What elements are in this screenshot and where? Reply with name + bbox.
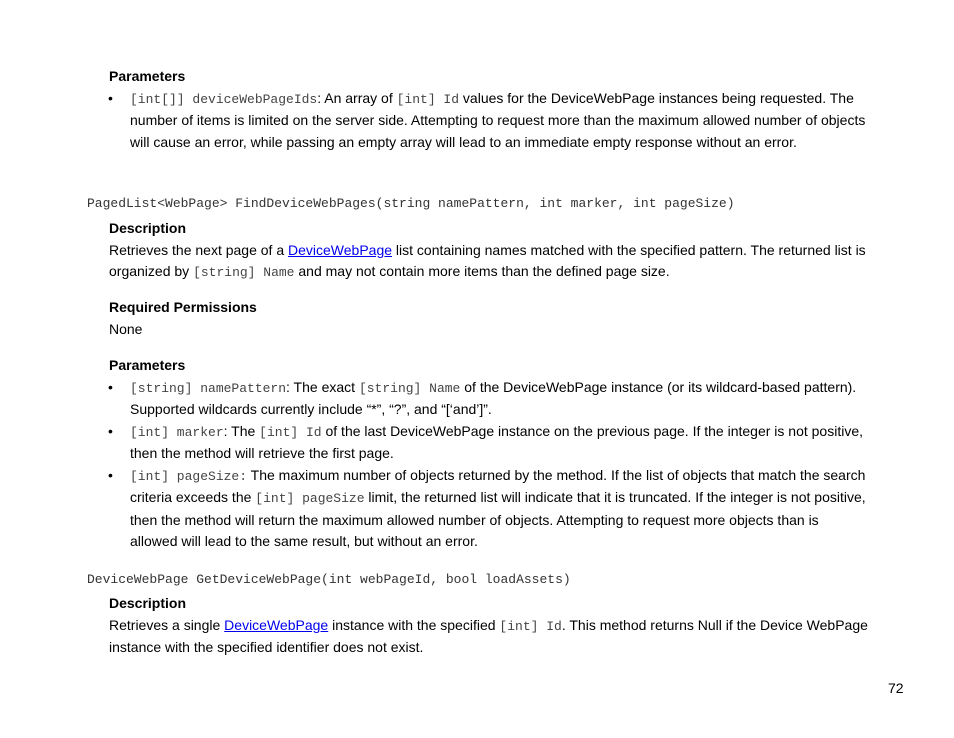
param-code: [string] namePattern (130, 380, 287, 396)
parameter-list (109, 88, 869, 154)
description-text-part: and may not contain more items than the defined page size. (294, 263, 670, 279)
description-text (109, 615, 869, 659)
parameter-item-marker (109, 421, 869, 465)
parameters-heading: Parameters (109, 357, 186, 373)
parameters-section-1 (109, 66, 869, 153)
param-code: [int] pageSize: (130, 468, 248, 484)
param-text: The maximum number of objects returned by the method. If the list of objects that match the search criteria exceeds the (130, 466, 866, 505)
inline-code: [string] Name (193, 265, 295, 280)
param-text: of the DeviceWebPage instance (or its wildcard-based pattern). Supported wildcards currently include “*”, “?”, and “[‘and’]”. (130, 378, 857, 417)
parameter-item-page-size (109, 465, 869, 553)
method-signature-find-device-web-pages: PagedList<WebPage> FindDeviceWebPages(string namePattern, int marker, int pageSize) (87, 196, 735, 211)
description-heading: Description (109, 220, 187, 236)
description-heading: Description (109, 595, 187, 611)
description-section (109, 593, 869, 659)
param-text: limit, the returned list will indicate that it is truncated. If the integer is not positive, then the method will return the maximum allowed number of objects. Attempting to request more objects than is allowed will lead to the same result, but without an error. (130, 489, 866, 549)
description-text (109, 240, 869, 284)
description-text-part: Retrieves a single (109, 616, 225, 633)
device-web-page-link[interactable]: DeviceWebPage (224, 616, 329, 633)
permissions-section (109, 297, 869, 340)
param-code: [int] Id (259, 424, 322, 440)
description-text-part: . This method returns Null if the Device WebPage instance with the specified identifier does not exist. (109, 616, 868, 655)
permissions-value: None (109, 320, 143, 337)
param-text: : The (223, 422, 260, 439)
param-code: [int[]] deviceWebPageIds (130, 91, 318, 107)
param-code: [int] Id (396, 91, 460, 107)
description-text-part: instance with the specified (328, 616, 500, 633)
param-text: of the last DeviceWebPage instance on the previous page. If the integer is not positive, then the method will retrieve the first page. (130, 422, 863, 461)
description-section (109, 218, 869, 284)
param-code: [int] marker (130, 424, 224, 440)
param-text: : The exact (286, 378, 359, 395)
parameter-item (109, 88, 869, 154)
permissions-heading: Required Permissions (109, 299, 257, 315)
page-number: 72 (888, 680, 904, 696)
parameter-list (109, 377, 869, 553)
parameters-section-2 (109, 355, 869, 553)
param-code: [string] Name (358, 380, 461, 396)
device-web-page-link[interactable]: DeviceWebPage (288, 241, 393, 258)
param-text: : An array of (317, 89, 397, 106)
param-code: [int] pageSize (255, 491, 365, 506)
parameter-item-name-pattern (109, 377, 869, 421)
param-text: values for the DeviceWebPage instances being requested. The number of items is limited on the server side. Attempting to request more than the maximum allowed number of objects will cause an error, while passing an empty array will lead to an immediate empty response without an error. (130, 89, 866, 150)
description-text-part: Retrieves the next page of a (109, 241, 288, 258)
method-signature-get-device-web-page: DeviceWebPage GetDeviceWebPage(int webPageId, bool loadAssets) (87, 572, 571, 587)
parameters-heading: Parameters (109, 68, 186, 84)
description-text-part: list containing names matched with the specified pattern. The returned list is organized by (109, 241, 866, 279)
inline-code: [int] Id (499, 618, 562, 634)
